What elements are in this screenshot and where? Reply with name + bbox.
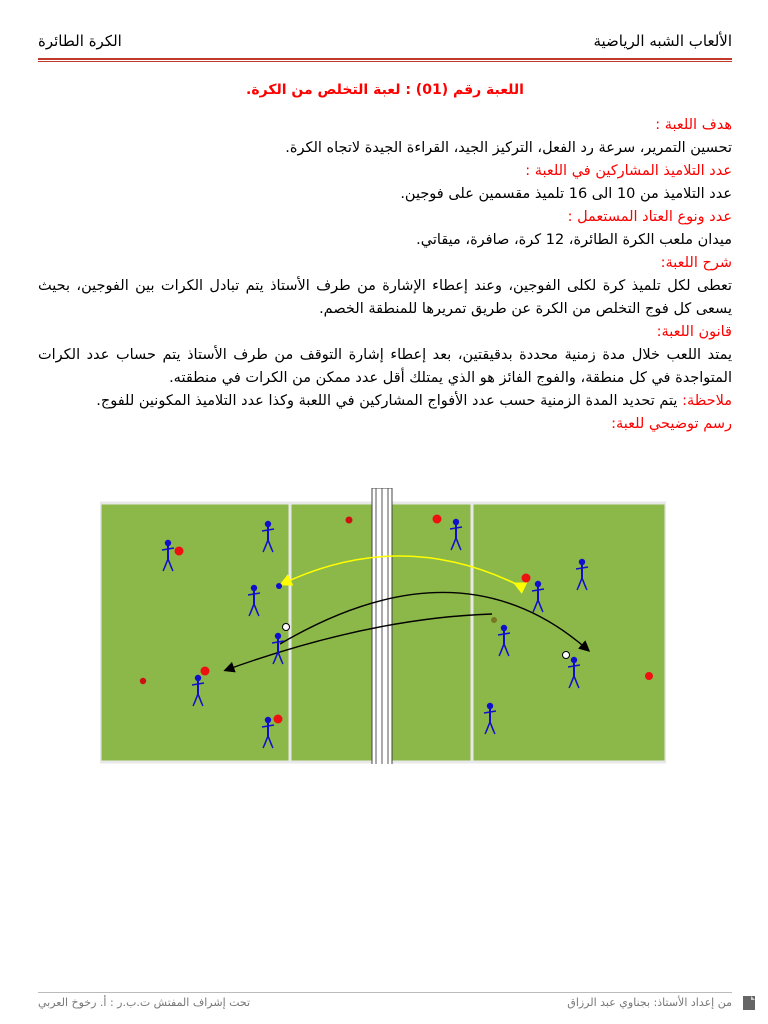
page-header (38, 30, 732, 58)
olive-ball (491, 617, 497, 623)
blue-ball (276, 583, 282, 589)
white-ball (283, 624, 290, 631)
white-ball (563, 652, 570, 659)
document-icon (740, 994, 758, 1012)
red-ball (175, 547, 184, 556)
students-text: عدد التلاميذ من 10 الى 16 تلميذ مقسمين على فوجين. (400, 186, 732, 202)
note-label: ملاحظة: (682, 393, 732, 409)
document-body (38, 114, 732, 436)
footer-author: من إعداد الأستاذ: بجناوي عبد الرزاق (567, 996, 732, 1009)
diagram-heading: رسم توضيحي للعبة: (611, 416, 732, 432)
header-divider (38, 58, 732, 62)
rules-text: يمتد اللعب خلال مدة زمنية محددة بدقيقتين، بعد إعطاء إشارة التوقف من طرف الأستاذ يتم حساب عدد الكرات المتواجدة في كل منطقة، والفوج الفائز هو الذي يمتلك أقل عدد ممكن من الكرات في منطقته. (38, 347, 732, 386)
red-ball (645, 672, 653, 680)
page-footer (38, 996, 732, 1012)
equipment-heading: عدد ونوع العتاد المستعمل : (567, 209, 732, 225)
note-text: يتم تحديد المدة الزمنية حسب عدد الأفواج المشاركين في اللعبة وكذا عدد التلاميذ المكونين للفوج. (96, 393, 683, 409)
red-ball (522, 574, 531, 583)
goal-heading: هدف اللعبة : (655, 117, 732, 133)
explanation-text: تعطى لكل تلميذ كرة لكلى الفوجين، وعند إعطاء الإشارة من طرف الأستاذ يتم تبادل الكرات بين الفوجين، بحيث يسعى كل فوج التخلص من الكرة عن طريق تمريرها للمنطقة الخصم. (38, 278, 732, 317)
footer-supervisor: تحت إشراف المفتش ت.ب.ر : أ. رخوخ العربي (38, 996, 251, 1009)
equipment-text: ميدان ملعب الكرة الطائرة، 12 كرة، صافرة، ميقاتي. (416, 232, 732, 248)
red-ball (140, 678, 146, 684)
red-ball (274, 715, 283, 724)
goal-text: تحسين التمرير، سرعة رد الفعل، التركيز الجيد، القراءة الجيدة لاتجاه الكرة. (285, 140, 732, 156)
header-left-title: الكرة الطائرة (38, 32, 122, 50)
red-ball (346, 517, 353, 524)
game-title: اللعبة رقم (01) : لعبة التخلص من الكرة. (246, 82, 524, 98)
students-heading: عدد التلاميذ المشاركين في اللعبة : (525, 163, 732, 179)
footer-divider (38, 992, 732, 993)
red-ball (433, 515, 442, 524)
header-right-title: الألعاب الشبه الرياضية (593, 32, 732, 50)
explanation-heading: شرح اللعبة: (660, 255, 732, 271)
red-ball (201, 667, 210, 676)
rules-heading: قانون اللعبة: (656, 324, 732, 340)
note-paragraph (38, 390, 732, 413)
volleyball-court-diagram (100, 488, 666, 764)
